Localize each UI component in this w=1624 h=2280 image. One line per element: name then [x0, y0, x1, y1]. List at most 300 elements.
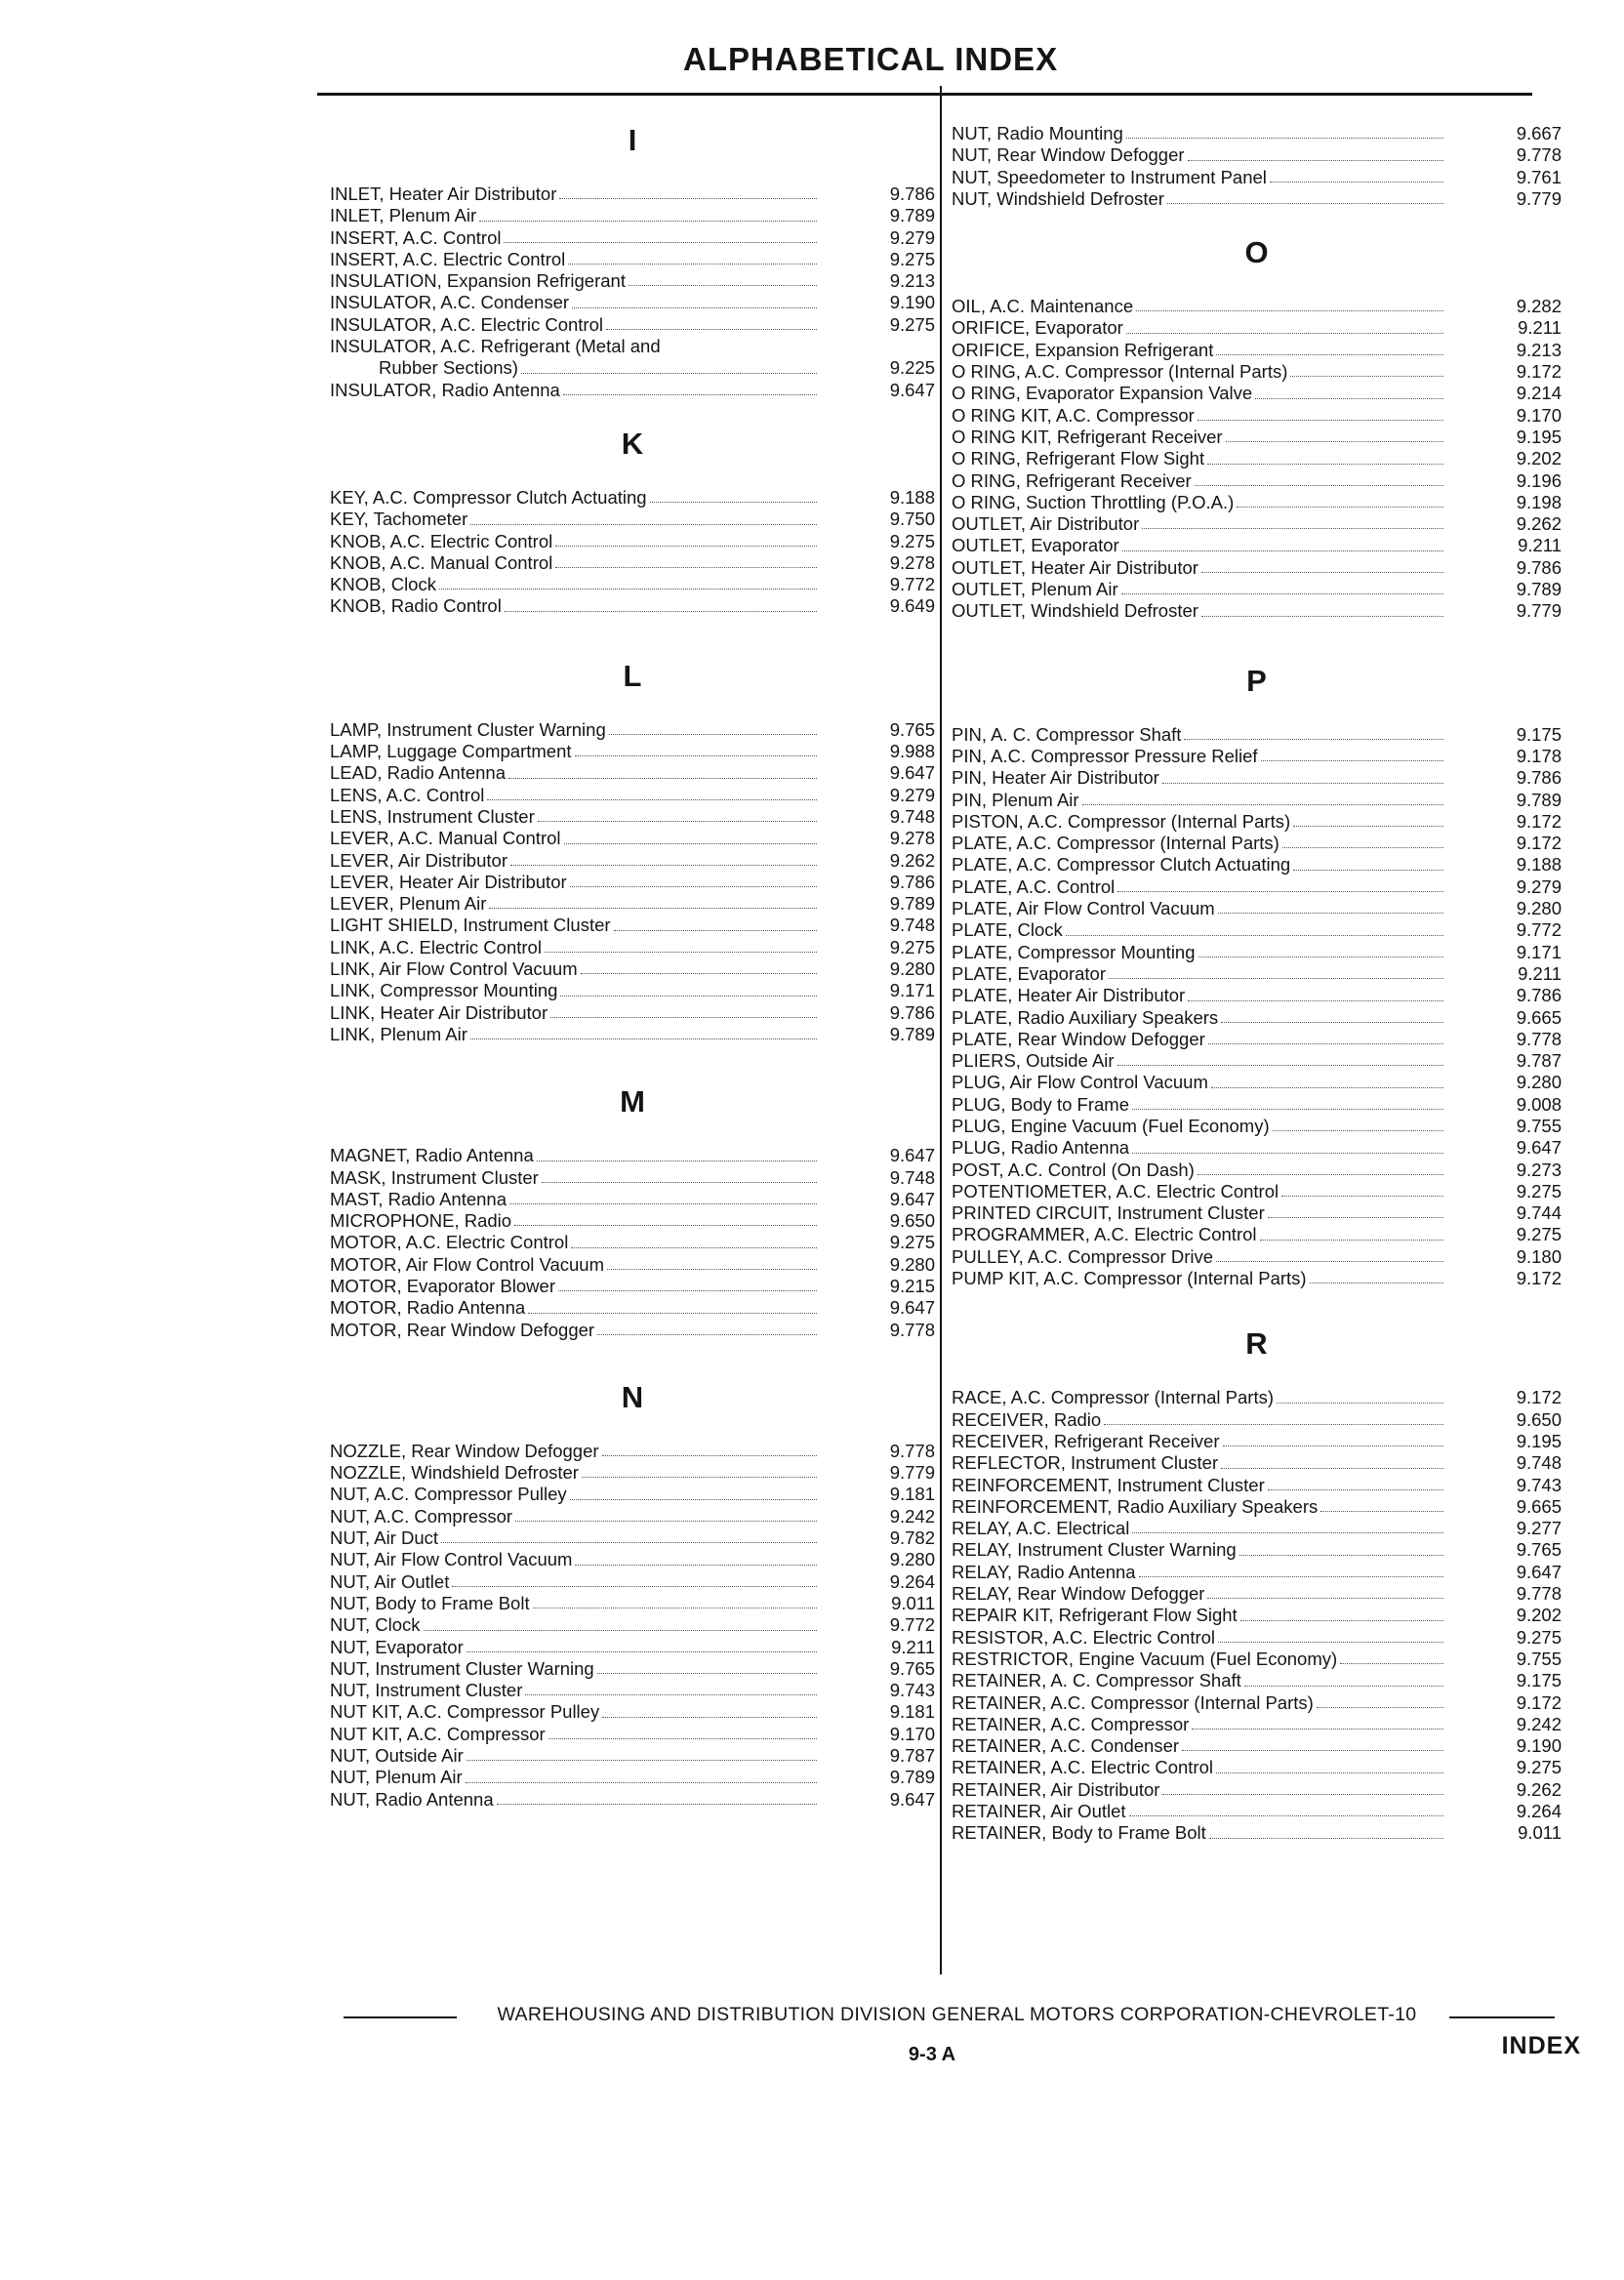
- dot-leader: [1293, 826, 1443, 827]
- index-entry: [952, 383, 1562, 404]
- entry-text: OUTLET, Evaporator: [952, 535, 1119, 556]
- index-entry: [952, 811, 1562, 833]
- column-divider: [940, 86, 942, 1975]
- entry-page-number: 9.786: [1516, 556, 1562, 578]
- index-entry: [330, 552, 935, 574]
- index-section: [952, 1324, 1562, 1844]
- entry-text: PLATE, Heater Air Distributor: [952, 985, 1186, 1006]
- dot-leader: [441, 1542, 817, 1543]
- entry-text: PISTON, A.C. Compressor (Internal Parts): [952, 810, 1291, 832]
- dot-leader: [1142, 528, 1443, 529]
- index-entry: [952, 1007, 1562, 1029]
- index-entry: [330, 1189, 935, 1210]
- entry-text: INLET, Heater Air Distributor: [330, 183, 557, 204]
- entry-text: PLUG, Radio Antenna: [952, 1137, 1130, 1159]
- entry-page-number: 9.649: [889, 595, 935, 617]
- entry-text: PIN, Plenum Air: [952, 789, 1079, 810]
- entry-page-number: 9.196: [1516, 469, 1562, 491]
- entry-page-number: 9.779: [889, 1462, 935, 1484]
- index-entry: [952, 1670, 1562, 1691]
- index-entry: [952, 919, 1562, 941]
- entry-page-number: 9.665: [1516, 1006, 1562, 1028]
- entry-page-number: 9.772: [1516, 919, 1562, 941]
- entry-page-number: 9.280: [1516, 898, 1562, 919]
- dot-leader: [1261, 760, 1443, 761]
- dot-leader: [467, 1651, 817, 1652]
- index-entry: [952, 296, 1562, 317]
- dot-leader: [1270, 182, 1443, 183]
- entry-text: NUT, A.C. Compressor: [330, 1505, 513, 1527]
- dot-leader: [1237, 507, 1443, 508]
- dot-leader: [572, 307, 817, 308]
- section-letter: N: [621, 1379, 644, 1414]
- entry-text: PLATE, A.C. Compressor Clutch Actuating: [952, 854, 1291, 875]
- entry-text: LENS, Instrument Cluster: [330, 805, 535, 827]
- entry-page-number: 9.262: [1516, 513, 1562, 535]
- dot-leader: [439, 589, 817, 590]
- section-letter: M: [620, 1084, 645, 1120]
- index-entry: [952, 405, 1562, 427]
- entry-text: OUTLET, Air Distributor: [952, 513, 1140, 535]
- entry-page-number: 9.275: [889, 530, 935, 551]
- dot-leader: [514, 1225, 817, 1226]
- entry-text: POTENTIOMETER, A.C. Electric Control: [952, 1180, 1279, 1201]
- dot-leader: [614, 930, 817, 931]
- entry-text: NUT, Air Duct: [330, 1527, 439, 1549]
- entry-page-number: 9.195: [1516, 426, 1562, 447]
- dot-leader: [521, 373, 817, 374]
- entry-text: RECEIVER, Radio: [952, 1408, 1102, 1430]
- index-entry: [330, 850, 935, 872]
- entry-text: KNOB, Radio Control: [330, 595, 502, 617]
- dot-leader: [470, 524, 817, 525]
- index-entry: [952, 1692, 1562, 1714]
- entry-page-number: 9.782: [889, 1527, 935, 1549]
- dot-leader: [1226, 441, 1443, 442]
- index-entry: [330, 1549, 935, 1570]
- dot-leader: [1240, 1620, 1443, 1621]
- index-entry: [952, 790, 1562, 811]
- entry-page-number: 9.275: [889, 248, 935, 269]
- entry-text: LEVER, Plenum Air: [330, 893, 487, 915]
- entry-text: OUTLET, Heater Air Distributor: [952, 556, 1198, 578]
- entry-page-number: 9.786: [1516, 767, 1562, 789]
- entry-text: PRINTED CIRCUIT, Instrument Cluster: [952, 1202, 1265, 1224]
- footer-text: WAREHOUSING AND DISTRIBUTION DIVISION GENERAL MOTORS CORPORATION-CHEVROLET-10: [497, 2004, 1417, 2025]
- dot-leader: [1126, 333, 1443, 334]
- index-entry: [330, 1527, 935, 1549]
- index-entry: [330, 1320, 935, 1341]
- index-entry: [952, 448, 1562, 469]
- index-section: [330, 121, 935, 401]
- dot-leader: [609, 734, 817, 735]
- dot-leader: [555, 546, 817, 547]
- dot-leader: [1223, 1445, 1443, 1446]
- index-entry: [952, 123, 1562, 144]
- entry-page-number: 9.789: [889, 205, 935, 226]
- entry-text: LEAD, Radio Antenna: [330, 762, 506, 784]
- entry-text: ORIFICE, Expansion Refrigerant: [952, 339, 1214, 360]
- index-section: [330, 425, 935, 618]
- index-entry: [330, 1167, 935, 1189]
- dot-leader: [1188, 1000, 1443, 1001]
- entry-text: NUT, Evaporator: [330, 1636, 464, 1657]
- section-letter: P: [1246, 663, 1267, 698]
- entry-text: MOTOR, Rear Window Defogger: [330, 1319, 595, 1340]
- dot-leader: [1320, 1511, 1443, 1512]
- entry-page-number: 9.789: [889, 893, 935, 915]
- entry-text: INSULATOR, A.C. Electric Control: [330, 313, 603, 335]
- dot-leader: [1104, 1424, 1443, 1425]
- entry-page-number: 9.172: [1516, 810, 1562, 832]
- entry-text: PLATE, A.C. Compressor (Internal Parts): [952, 833, 1279, 854]
- entry-text: INSULATION, Expansion Refrigerant: [330, 270, 626, 292]
- entry-text: NOZZLE, Windshield Defroster: [330, 1462, 579, 1484]
- entry-text: RACE, A.C. Compressor (Internal Parts): [952, 1387, 1275, 1408]
- entry-page-number: 9.789: [889, 1023, 935, 1044]
- index-entry: [330, 1637, 935, 1658]
- entry-text: O RING, Evaporator Expansion Valve: [952, 383, 1253, 404]
- footer-rule-right: [1449, 2016, 1555, 2018]
- dot-leader: [487, 799, 817, 800]
- entry-text: NOZZLE, Rear Window Defogger: [330, 1440, 599, 1461]
- entry-page-number: 9.178: [1516, 745, 1562, 766]
- entry-text: PLATE, Rear Window Defogger: [952, 1028, 1205, 1049]
- entry-page-number: 9.280: [1516, 1072, 1562, 1093]
- entry-text: RELAY, Radio Antenna: [952, 1561, 1136, 1582]
- index-entry: [952, 1116, 1562, 1137]
- dot-leader: [1129, 1815, 1443, 1816]
- dot-leader: [1207, 1598, 1443, 1599]
- dot-leader: [1117, 1065, 1443, 1066]
- dot-leader: [424, 1630, 817, 1631]
- entry-text: O RING, Suction Throttling (P.O.A.): [952, 491, 1235, 512]
- entry-text: REPAIR KIT, Refrigerant Flow Sight: [952, 1605, 1238, 1626]
- entry-page-number: 9.278: [889, 828, 935, 849]
- index-entry: [330, 1297, 935, 1319]
- entry-page-number: 9.787: [889, 1745, 935, 1767]
- index-entry: [952, 854, 1562, 875]
- dot-leader: [570, 886, 817, 887]
- entry-text: PLATE, A.C. Control: [952, 875, 1116, 897]
- index-column-right: [952, 98, 1562, 1886]
- index-entry: [952, 600, 1562, 622]
- dot-leader: [1182, 1750, 1443, 1751]
- entry-text: PLUG, Body to Frame: [952, 1093, 1129, 1115]
- entry-text: MAGNET, Radio Antenna: [330, 1145, 534, 1166]
- dot-leader: [1082, 804, 1443, 805]
- entry-page-number: 9.743: [1516, 1474, 1562, 1495]
- entry-page-number: 9.211: [1518, 317, 1562, 339]
- entry-text: O RING, Refrigerant Flow Sight: [952, 448, 1205, 469]
- entry-page-number: 9.181: [889, 1701, 935, 1723]
- page-number: 9-3 A: [908, 2044, 956, 2065]
- entry-text: KEY, Tachometer: [330, 509, 468, 530]
- dot-leader: [1192, 1729, 1443, 1730]
- entry-text: INSULATOR, A.C. Condenser: [330, 292, 570, 313]
- dot-leader: [1132, 1532, 1443, 1533]
- index-entry: [952, 1202, 1562, 1224]
- dot-leader: [1207, 464, 1443, 465]
- dot-leader: [509, 1203, 817, 1204]
- entry-text: LIGHT SHIELD, Instrument Cluster: [330, 915, 611, 936]
- index-entry: [952, 1268, 1562, 1289]
- entry-text: KNOB, Clock: [330, 574, 436, 595]
- entry-page-number: 9.275: [889, 313, 935, 335]
- dot-leader: [570, 1499, 817, 1500]
- dot-leader: [1268, 1489, 1443, 1490]
- entry-page-number: 9.198: [1516, 491, 1562, 512]
- index-entry: [330, 741, 935, 762]
- entry-text: Rubber Sections): [379, 357, 518, 379]
- entry-page-number: 9.779: [1516, 600, 1562, 622]
- dot-leader: [597, 1334, 817, 1335]
- dot-leader: [1211, 1087, 1443, 1088]
- footer-rule-left: [344, 2016, 457, 2018]
- index-entry: [330, 1506, 935, 1527]
- index-entry: [952, 942, 1562, 963]
- dot-leader: [1340, 1663, 1443, 1664]
- dot-leader: [508, 778, 817, 779]
- index-entry: [330, 1680, 935, 1701]
- entry-page-number: 9.188: [889, 486, 935, 508]
- section-letter: L: [623, 658, 642, 693]
- entry-text: RELAY, A.C. Electrical: [952, 1518, 1130, 1539]
- index-entry: [952, 1735, 1562, 1757]
- dot-leader: [1201, 616, 1443, 617]
- entry-page-number: 9.175: [1516, 723, 1562, 745]
- entry-page-number: 9.171: [1516, 941, 1562, 962]
- index-entry: [952, 167, 1562, 188]
- entry-page-number: 9.172: [1516, 361, 1562, 383]
- entry-page-number: 9.172: [1516, 833, 1562, 854]
- index-entry: [952, 985, 1562, 1006]
- entry-page-number: 9.213: [1516, 339, 1562, 360]
- entry-page-number: 9.273: [1516, 1159, 1562, 1180]
- entry-page-number: 9.008: [1516, 1093, 1562, 1115]
- index-entry: [330, 937, 935, 958]
- entry-page-number: 9.761: [1516, 166, 1562, 187]
- dot-leader: [1198, 1174, 1443, 1175]
- entry-page-number: 9.786: [889, 1001, 935, 1023]
- entry-text: PIN, Heater Air Distributor: [952, 767, 1159, 789]
- index-entry: [330, 1210, 935, 1232]
- entry-text: NUT, Speedometer to Instrument Panel: [952, 166, 1267, 187]
- index-entry: [952, 340, 1562, 361]
- entry-page-number: 9.275: [1516, 1180, 1562, 1201]
- index-entry: [952, 898, 1562, 919]
- index-entry: [952, 963, 1562, 985]
- dot-leader: [470, 1038, 817, 1039]
- index-entry: [330, 531, 935, 552]
- index-entry: [330, 336, 935, 357]
- entry-text: INSULATOR, A.C. Refrigerant (Metal and: [330, 336, 661, 357]
- entry-text: PLATE, Radio Auxiliary Speakers: [952, 1006, 1219, 1028]
- entry-page-number: 9.211: [1518, 962, 1562, 984]
- entry-text: RETAINER, A.C. Compressor (Internal Parts): [952, 1691, 1314, 1713]
- index-entry: [330, 1145, 935, 1166]
- index-entry: [330, 1276, 935, 1297]
- entry-text: MOTOR, A.C. Electric Control: [330, 1232, 569, 1253]
- entry-text: NUT, Windshield Defroster: [952, 187, 1164, 209]
- entry-page-number: 9.750: [889, 509, 935, 530]
- dot-leader: [1239, 1555, 1443, 1556]
- index-entry: [952, 535, 1562, 556]
- index-entry: [330, 785, 935, 806]
- entry-page-number: 9.647: [889, 1145, 935, 1166]
- entry-page-number: 9.778: [1516, 1028, 1562, 1049]
- index-entry: [330, 1232, 935, 1253]
- dot-leader: [466, 1782, 817, 1783]
- entry-text: NUT, Rear Window Defogger: [952, 144, 1185, 166]
- entry-text: NUT, Air Outlet: [330, 1570, 450, 1592]
- index-section: [952, 123, 1562, 210]
- entry-text: REINFORCEMENT, Instrument Cluster: [952, 1474, 1265, 1495]
- index-entry: [330, 980, 935, 1001]
- entry-page-number: 9.765: [1516, 1539, 1562, 1561]
- entry-page-number: 9.211: [1518, 535, 1562, 556]
- dot-leader: [607, 1269, 817, 1270]
- entry-page-number: 9.743: [889, 1680, 935, 1701]
- dot-leader: [558, 1290, 817, 1291]
- index-entry: [330, 1767, 935, 1788]
- index-entry: [952, 1050, 1562, 1072]
- index-entry: [952, 513, 1562, 535]
- dot-leader: [1136, 310, 1443, 311]
- entry-text: KNOB, A.C. Manual Control: [330, 551, 553, 573]
- entry-page-number: 9.280: [889, 1549, 935, 1570]
- entry-text: PLIERS, Outside Air: [952, 1050, 1115, 1072]
- entry-page-number: 9.262: [1516, 1778, 1562, 1800]
- index-entry: [330, 183, 935, 205]
- index-entry: [952, 470, 1562, 492]
- dot-leader: [1216, 354, 1443, 355]
- index-entry: [330, 595, 935, 617]
- dot-leader: [1109, 978, 1443, 979]
- entry-page-number: 9.202: [1516, 1605, 1562, 1626]
- index-entry: [330, 1484, 935, 1505]
- index-entry: [330, 205, 935, 226]
- entry-page-number: 9.650: [1516, 1408, 1562, 1430]
- entry-page-number: 9.181: [889, 1484, 935, 1505]
- index-entry: [952, 1409, 1562, 1431]
- dot-leader: [1188, 160, 1443, 161]
- entry-page-number: 9.778: [889, 1319, 935, 1340]
- dot-leader: [550, 1017, 817, 1018]
- dot-leader: [1198, 420, 1443, 421]
- index-section: [952, 233, 1562, 622]
- dot-leader: [563, 394, 817, 395]
- entry-page-number: 9.282: [1516, 296, 1562, 317]
- dot-leader: [452, 1586, 817, 1587]
- dot-leader: [1139, 1576, 1443, 1577]
- index-entry: [952, 1822, 1562, 1844]
- dot-leader: [467, 1760, 817, 1761]
- dot-leader: [582, 1477, 817, 1478]
- index-entry: [330, 719, 935, 741]
- dot-leader: [1132, 1153, 1443, 1154]
- dot-leader: [489, 908, 817, 909]
- entry-text: INLET, Plenum Air: [330, 205, 477, 226]
- index-entry: [952, 1160, 1562, 1181]
- entry-page-number: 9.275: [889, 1232, 935, 1253]
- index-entry: [330, 893, 935, 915]
- index-entry: [330, 1658, 935, 1680]
- index-entry: [330, 314, 935, 336]
- dot-leader: [602, 1455, 817, 1456]
- index-entry: [330, 357, 935, 379]
- dot-leader: [1162, 783, 1443, 784]
- entry-text: MOTOR, Evaporator Blower: [330, 1275, 555, 1296]
- index-entry: [952, 746, 1562, 767]
- entry-page-number: 9.242: [889, 1505, 935, 1527]
- dot-leader: [1218, 913, 1443, 914]
- index-entry: [952, 1562, 1562, 1583]
- entry-page-number: 9.647: [889, 1297, 935, 1319]
- entry-page-number: 9.279: [889, 784, 935, 805]
- dot-leader: [525, 1694, 817, 1695]
- entry-text: NUT KIT, A.C. Compressor Pulley: [330, 1701, 600, 1723]
- entry-text: KNOB, A.C. Electric Control: [330, 530, 553, 551]
- entry-text: REINFORCEMENT, Radio Auxiliary Speakers: [952, 1495, 1319, 1517]
- entry-text: MASK, Instrument Cluster: [330, 1166, 539, 1188]
- index-entry: [952, 1072, 1562, 1093]
- entry-page-number: 9.011: [1518, 1822, 1562, 1844]
- entry-text: POST, A.C. Control (On Dash): [952, 1159, 1195, 1180]
- dot-leader: [1162, 1794, 1443, 1795]
- entry-text: O RING, A.C. Compressor (Internal Parts): [952, 361, 1288, 383]
- index-section: [330, 657, 935, 1045]
- index-entry: [952, 1539, 1562, 1561]
- entry-page-number: 9.647: [889, 379, 935, 400]
- dot-leader: [1121, 593, 1443, 594]
- index-entry: [952, 492, 1562, 513]
- dot-leader: [1117, 891, 1443, 892]
- entry-text: NUT, Radio Antenna: [330, 1788, 494, 1810]
- entry-page-number: 9.748: [889, 915, 935, 936]
- index-entry: [330, 487, 935, 509]
- entry-page-number: 9.172: [1516, 1691, 1562, 1713]
- index-entry: [330, 828, 935, 849]
- entry-text: NUT, Clock: [330, 1614, 421, 1636]
- entry-page-number: 9.789: [889, 1767, 935, 1788]
- entry-page-number: 9.772: [889, 1614, 935, 1636]
- dot-leader: [1201, 572, 1443, 573]
- entry-text: PLATE, Evaporator: [952, 962, 1107, 984]
- index-entry: [330, 1254, 935, 1276]
- dot-leader: [1218, 1642, 1443, 1643]
- entry-text: RETAINER, A. C. Compressor Shaft: [952, 1670, 1241, 1691]
- index-entry: [952, 579, 1562, 600]
- section-letter: I: [628, 123, 637, 157]
- index-entry: [952, 1452, 1562, 1474]
- entry-text: PLATE, Air Flow Control Vacuum: [952, 898, 1215, 919]
- index-entry: [330, 915, 935, 936]
- index-entry: [952, 1518, 1562, 1539]
- entry-page-number: 9.215: [889, 1275, 935, 1296]
- entry-page-number: 9.778: [889, 1440, 935, 1461]
- entry-page-number: 9.665: [1516, 1495, 1562, 1517]
- entry-page-number: 9.279: [889, 226, 935, 248]
- entry-page-number: 9.264: [1516, 1801, 1562, 1821]
- index-entry: [952, 1757, 1562, 1778]
- dot-leader: [1216, 1772, 1443, 1773]
- dot-leader: [1184, 739, 1443, 740]
- entry-page-number: 9.772: [889, 574, 935, 595]
- entry-text: OUTLET, Windshield Defroster: [952, 600, 1198, 622]
- dot-leader: [1122, 550, 1443, 551]
- dot-leader: [1268, 1217, 1443, 1218]
